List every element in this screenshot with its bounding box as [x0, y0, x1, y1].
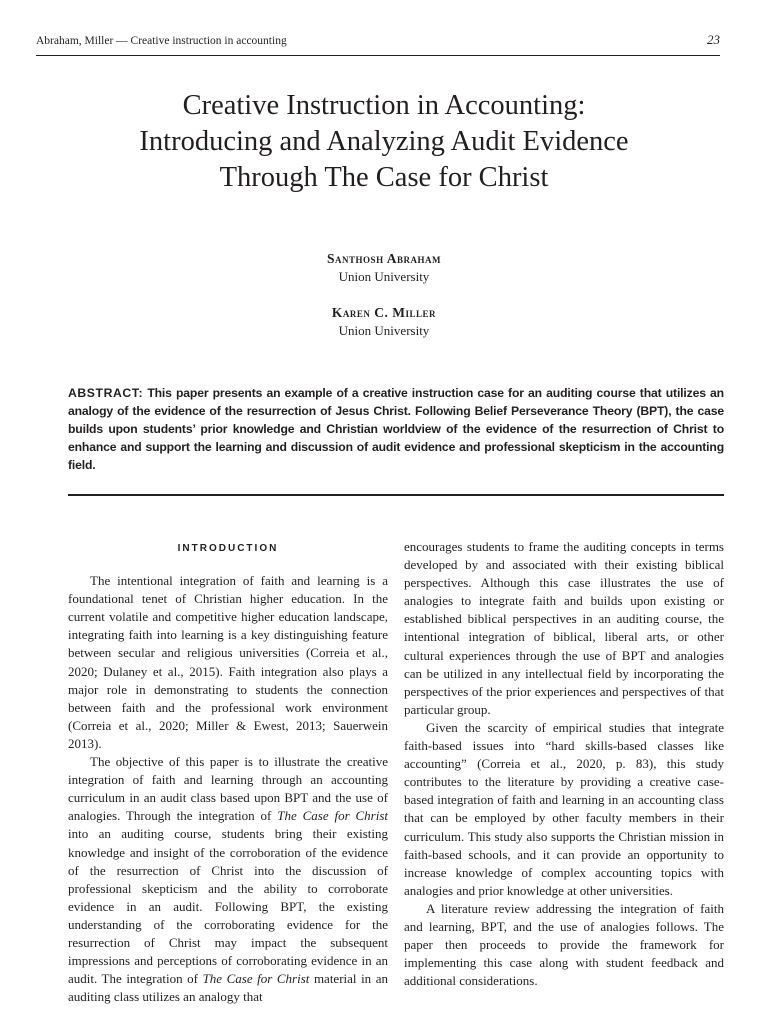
- article-title: [60, 88, 708, 196]
- abstract-label: ABSTRACT:: [68, 386, 144, 400]
- running-head: [36, 32, 720, 54]
- author-block: [0, 250, 768, 358]
- title-line-1: Creative Instruction in Accounting:: [182, 90, 586, 121]
- title-line-3: Through The Case for Christ: [219, 162, 549, 193]
- book-title-italic: The Case for Christ: [277, 808, 389, 824]
- paragraph-1: The intentional integration of faith and learning is a foundational tenet of Christian higher education. In the current volatile and competitive higher education landscape, integrating faith into learning is a key distinguishing feature between secular and religious universities (Correia et al., 2020; Dulaney et al., 2015). Faith integration also plays a major role in demonstrating to students the connection between faith and the professional work environment (Correia et al., 2020; Miller & Ewest, 2013; Sauerwein 2013).: [68, 573, 388, 751]
- author-affiliation: Union University: [338, 323, 430, 338]
- running-title: Abraham, Miller — Creative instruction in accounting: [36, 35, 287, 47]
- author-2: [0, 304, 768, 340]
- author-name: Santhosh Abraham: [327, 251, 441, 266]
- author-1: [0, 250, 768, 286]
- page-number: 23: [707, 32, 720, 47]
- paragraph-2-text-b: into an auditing course, students bring their existing knowledge and insight of the corroboration of the evidence of the resurrection of Christ into the discussion of professional skepticism and the ability to corroborate evidence in an audit. Following BPT, the existing understanding of the corroborating evidence for the resurrection of Christ may impact the subsequent impressions and perceptions of corroborating evidence in an audit. The integration of: [68, 826, 388, 987]
- paragraph-3: encourages students to frame the auditing concepts in terms developed by and associated with their existing biblical perspectives. Although this case illustrates the use of analogies to integrate faith and builds upon existing or established biblical perspectives in an auditing course, the intentional integration of biblical, liberal arts, or other cultural experiences through the use of BPT and analogies can be utilized in any intellectual field by incorporating the perspectives of the prior experiences and perspectives of that particular group.: [404, 539, 724, 717]
- author-affiliation: Union University: [338, 269, 430, 284]
- header-rule: [36, 55, 720, 56]
- abstract-text: This paper presents an example of a creative instruction case for an auditing course that utilizes an analogy of the evidence of the resurrection of Jesus Christ. Following Belief Perseverance Theory (BPT), the case builds upon students’ prior knowledge and Christian worldview of the evidence of the resurrection of Christ to enhance and support the learning and discussion of audit evidence and professional skepticism in the accounting field.: [68, 386, 724, 472]
- book-title-italic: The Case for Christ: [202, 971, 310, 987]
- paragraph-5: A literature review addressing the integration of faith and learning, BPT, and the use of analogies follows. The paper then proceeds to provide the framework for implementing this case along with student feedback and additional considerations.: [404, 900, 724, 989]
- body-column-left: [68, 538, 388, 1006]
- body-column-right: [404, 538, 724, 990]
- paragraph-2-text-a: The objective of this paper is to illustrate the creative integration of faith and learning through an accounting curriculum in an audit class based upon BPT and the use of analogies. Through the integration of: [68, 754, 388, 824]
- section-heading: INTRODUCTION: [177, 543, 279, 554]
- paragraph-2-text-c: material in an auditing class utilizes an analogy that: [68, 971, 388, 1005]
- paragraph-4: Given the scarcity of empirical studies that integrate faith-based issues into “hard skills-based classes like accounting” (Correia et al., 2020, p. 83), this study contributes to the literature by providing a creative case-based integration of faith and learning in an accounting class that can be employed by other faculty members in their curriculum. This study also supports the Christian mission in faith-based schools, and it can provide an opportunity to increase knowledge of complex accounting topics with analogies and prior knowledge at other universities.: [404, 719, 724, 898]
- title-line-2: Introducing and Analyzing Audit Evidence: [139, 126, 629, 157]
- paragraph-2: [68, 753, 388, 1006]
- abstract-rule: [68, 494, 724, 496]
- author-name: Karen C. Miller: [331, 305, 437, 320]
- abstract: [68, 384, 724, 474]
